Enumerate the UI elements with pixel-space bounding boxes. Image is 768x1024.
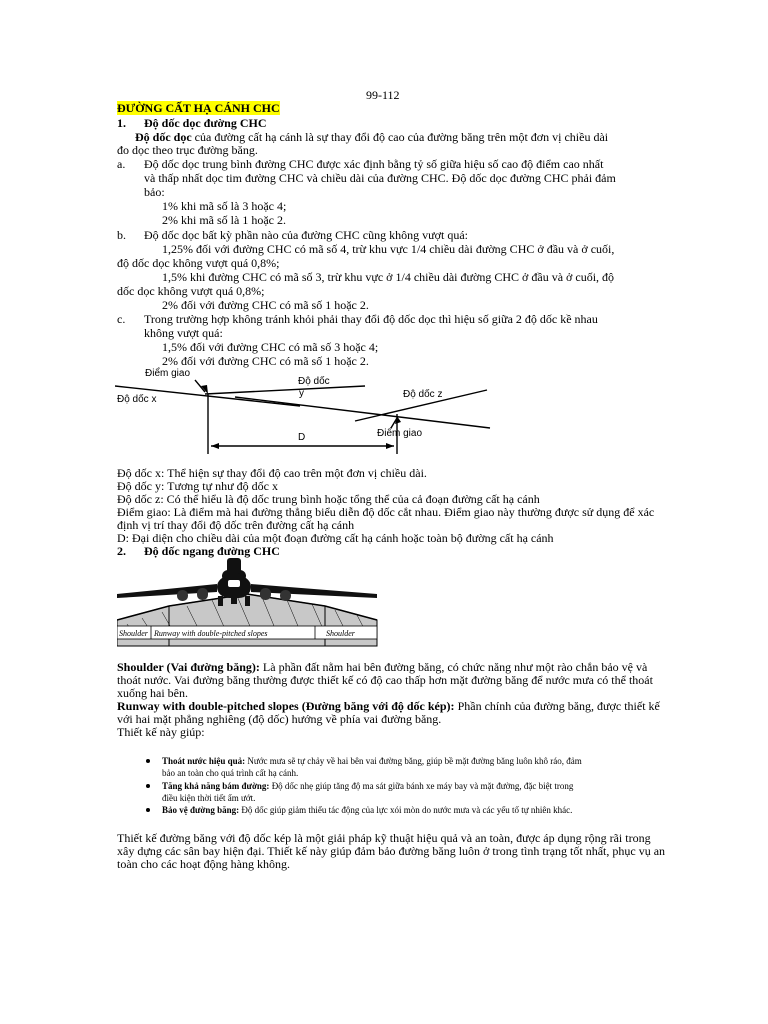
bullet-1-line1 bbox=[162, 756, 582, 766]
runway-desc: Phần chính của đường băng, được thiết kế bbox=[454, 699, 660, 713]
item-a-sub1: 1% khi mã số là 3 hoặc 4; bbox=[162, 199, 287, 213]
item-b-sub2-line2: dốc dọc không vượt quá 0,8%; bbox=[117, 284, 265, 298]
legend-y: Độ dốc y: Tương tự như độ dốc x bbox=[117, 479, 278, 493]
bullet-dot-1 bbox=[146, 759, 150, 763]
section-1-heading: Độ dốc dọc đường CHC bbox=[144, 116, 267, 130]
bullet-2-line1 bbox=[162, 781, 573, 791]
bullet-1-line2: bảo an toàn cho quá trình cất hạ cánh. bbox=[162, 768, 299, 778]
label-diem-giao-bottom: Điểm giao bbox=[377, 428, 423, 439]
item-b-sub1-line1: 1,25% đối với đường CHC có mã số 4, trừ khu vực 1/4 chiều dài đường CHC ở đầu và ở cuối, bbox=[162, 242, 615, 256]
section-1-number: 1. bbox=[117, 116, 126, 130]
bullet-2-desc: Độ dốc nhẹ giúp tăng độ ma sát giữa bánh xe máy bay và mặt đường, đặc biệt trong bbox=[269, 781, 574, 791]
label-do-doc: Độ dốc bbox=[298, 376, 330, 387]
item-a-line2: và thấp nhất dọc tim đường CHC và chiều dài của đường CHC. Độ dốc dọc đường CHC phải đảm bbox=[144, 171, 616, 185]
slope-y-line bbox=[235, 397, 490, 428]
legend-d: D: Đại diện cho chiều dài của một đoạn đường cất hạ cánh hoặc toàn bộ đường cất hạ cánh bbox=[117, 531, 554, 545]
item-b-label: b. bbox=[117, 228, 126, 242]
runway-para-line2: với hai mặt phẳng nghiêng (độ dốc) hướng về phía vai đường băng. bbox=[117, 712, 442, 726]
sec1-intro-line2: đo dọc theo trục đường băng. bbox=[117, 143, 258, 157]
d-arrow-right bbox=[386, 443, 394, 449]
item-b-line1: Độ dốc dọc bất kỳ phần nào của đường CHC cũng không vượt quá: bbox=[144, 228, 468, 242]
shoulder-desc: Là phần đất nằm hai bên đường băng, có chức năng như một rào chắn bảo vệ và bbox=[259, 660, 648, 674]
transverse-slope-diagram bbox=[117, 558, 379, 658]
item-a-line3: bảo: bbox=[144, 185, 165, 199]
d-arrow-left bbox=[211, 443, 219, 449]
bullet-1-term: Thoát nước hiệu quả: bbox=[162, 756, 246, 766]
slope-x-extension bbox=[205, 386, 365, 394]
legend-z: Độ dốc z: Có thể hiểu là độ dốc trung bình hoặc tổng thể của cả đoạn đường cất hạ cánh bbox=[117, 492, 540, 506]
sec1-intro-rest: của đường cất hạ cánh là sự thay đổi độ cao của đường băng trên một đơn vị chiều dài bbox=[191, 130, 609, 144]
sec1-intro-bold: Độ dốc dọc bbox=[135, 130, 192, 144]
bullet-3-desc: Độ dốc giúp giảm thiểu tác động của lực xói mòn do nước mưa và các yếu tố tự nhiên khác. bbox=[239, 805, 573, 815]
page-code: 99-112 bbox=[366, 88, 400, 102]
item-a-label: a. bbox=[117, 157, 126, 171]
longitudinal-slope-diagram bbox=[115, 364, 495, 464]
shoulder-para-line3: xuống hai bên. bbox=[117, 686, 188, 700]
legend-x: Độ dốc x: Thể hiện sự thay đổi độ cao trên một đơn vị chiều dài. bbox=[117, 466, 427, 480]
item-c-line2: không vượt quá: bbox=[144, 326, 223, 340]
item-c-sub2: 2% đối với đường CHC có mã số 1 hoặc 2. bbox=[162, 354, 369, 368]
label-do-doc-x: Độ dốc x bbox=[117, 394, 157, 405]
bullet-2-line2: điều kiện thời tiết ẩm ướt. bbox=[162, 793, 256, 803]
runway-term: Runway with double-pitched slopes (Đường băng với độ dốc kép): bbox=[117, 699, 455, 713]
item-b-sub1-line2: độ dốc dọc không vượt quá 0,8%; bbox=[117, 256, 280, 270]
bullet-3-line1 bbox=[162, 805, 572, 815]
item-b-sub2-line1: 1,5% khi đường CHC có mã số 3, trừ khu vực ở 1/4 chiều dài đường CHC ở đầu và ở cuối, độ bbox=[162, 270, 615, 284]
bullet-1-desc: Nước mưa sẽ tự chảy về hai bên vai đường băng, giúp bề mặt đường băng luôn khô ráo, đảm bbox=[245, 756, 582, 766]
bullet-3-term: Bảo vệ đường băng: bbox=[162, 805, 240, 815]
item-c-sub1: 1,5% đối với đường CHC có mã số 3 hoặc 4; bbox=[162, 340, 379, 354]
bullet-dot-2 bbox=[146, 784, 150, 788]
item-a-sub2: 2% khi mã số là 1 hoặc 2. bbox=[162, 213, 286, 227]
label-d: D bbox=[298, 432, 306, 443]
airplane-icon bbox=[117, 558, 377, 606]
label-y: y bbox=[299, 388, 304, 399]
bullet-2-term: Tăng khả năng bám đường: bbox=[162, 781, 270, 791]
label-do-doc-z: Độ dốc z bbox=[403, 389, 443, 400]
item-c-label: c. bbox=[117, 312, 126, 326]
shoulder-term: Shoulder (Vai đường băng): bbox=[117, 660, 260, 674]
document-title bbox=[117, 102, 280, 115]
label-shoulder-left: Shoulder bbox=[119, 629, 148, 638]
label-runway: Runway with double-pitched slopes bbox=[154, 629, 268, 638]
title-highlight: ĐƯỜNG CẤT HẠ CÁNH CHC bbox=[117, 101, 280, 115]
conclusion-line2: xây dựng các sân bay hiện đại. Thiết kế này giúp đảm bảo đường băng luôn ở trong tình trạng tốt nhất, phục vụ an bbox=[117, 844, 666, 858]
conclusion-line3: toàn cho các hoạt động hàng không. bbox=[117, 857, 290, 871]
section-2-number: 2. bbox=[117, 544, 126, 558]
legend-diem-giao-line2: định vị trí thay đổi độ dốc trên đường cất hạ cánh bbox=[117, 518, 355, 532]
bullet-dot-3 bbox=[146, 808, 150, 812]
label-diem-giao-top: Điểm giao bbox=[145, 368, 191, 379]
shoulder-para-line2: thoát nước. Vai đường băng thường được thiết kế có độ cao thấp hơn mặt đường băng để nước mưa có thể thoát bbox=[117, 673, 653, 687]
label-shoulder-right: Shoulder bbox=[326, 629, 355, 638]
conclusion-line1: Thiết kế đường băng với độ dốc kép là một giải pháp kỹ thuật hiệu quả và an toàn, được áp dụng rộng rãi trong bbox=[117, 831, 651, 845]
legend-diem-giao-line1: Điểm giao: Là điểm mà hai đường thẳng biểu diễn độ dốc cắt nhau. Điểm giao này thường được sử dụng để xác bbox=[117, 505, 655, 519]
runway-para-line3: Thiết kế này giúp: bbox=[117, 725, 205, 739]
item-b-sub3: 2% đối với đường CHC có mã số 1 hoặc 2. bbox=[162, 298, 369, 312]
item-a-line1: Độ dốc dọc trung bình đường CHC được xác định bằng tỷ số giữa hiệu số cao độ điểm cao nhất bbox=[144, 157, 604, 171]
item-c-line1: Trong trường hợp không tránh khỏi phải thay đổi độ dốc dọc thì hiệu số giữa 2 độ dốc kề nhau bbox=[144, 312, 598, 326]
section-2-heading: Độ dốc ngang đường CHC bbox=[144, 544, 280, 558]
